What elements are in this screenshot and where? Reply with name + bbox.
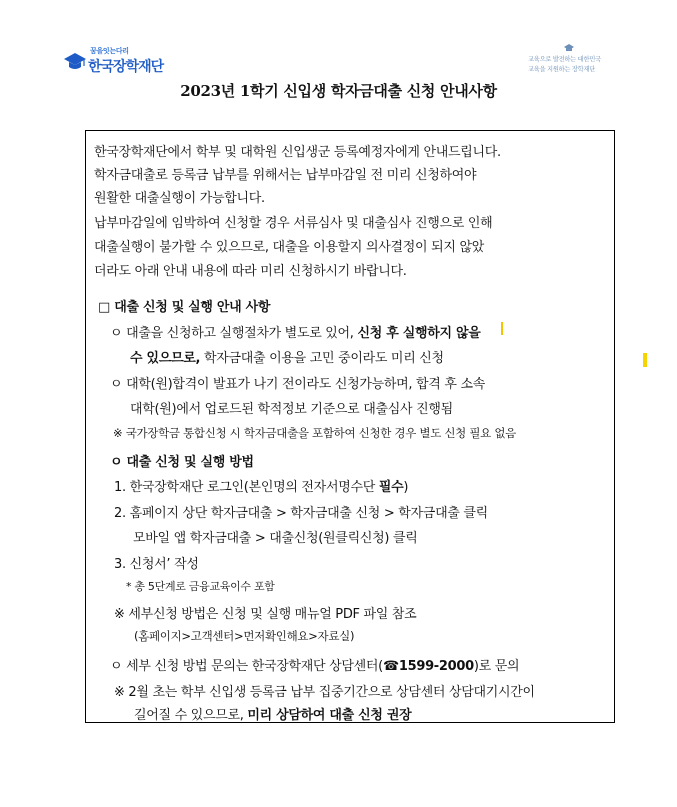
bullet-3-text-c: )로 문의 [473, 659, 520, 674]
slogan-line-1: 교육으로 발전하는 대한민국 [528, 56, 601, 63]
phone-number: ☎1599-2000 [382, 659, 474, 674]
slogan-line-2: 교육을 지원하는 장학재단 [528, 66, 596, 73]
small-cap-icon [564, 44, 574, 52]
bullet-1-text-a: ㅇ 대출을 신청하고 실행절차가 별도로 있어, [110, 326, 358, 341]
bullet-1-emphasis-b: 수 있으므로, [130, 351, 201, 366]
logo-tagline: 꿈을잇는다리 [90, 47, 129, 55]
kosaf-logo [64, 46, 174, 78]
step-1 [114, 476, 408, 495]
bullet-3 [110, 655, 519, 674]
note-3-line-2 [134, 704, 411, 723]
intro-line-3: 원활한 대출실행이 가능합니다. [94, 191, 265, 206]
note-2-line-2: (홈페이지>고객센터>먼저확인해요>자료실) [134, 629, 355, 643]
step-3-note: * 총 5단계로 금융교육이수 포함 [126, 580, 275, 593]
step-2-line-2: 모바일 앱 학자금대출 > 대출신청(원클릭신청) 클릭 [133, 531, 418, 546]
method-heading: ㅇ 대출 신청 및 실행 방법 [110, 455, 254, 470]
step-1-text-a: 1. 한국장학재단 로그인(본인명의 전자서명수단 [114, 480, 379, 495]
section-heading: □ 대출 신청 및 실행 안내 사항 [98, 300, 271, 315]
intro-line-6: 더라도 아래 안내 내용에 따라 미리 신청하시기 바랍니다. [94, 264, 407, 279]
highlight-mark [643, 353, 647, 367]
intro-line-5: 대출실행이 불가할 수 있으므로, 대출을 이용할지 의사결정이 되지 않았 [94, 240, 484, 255]
intro-line-1: 한국장학재단에서 학부 및 대학원 신입생군 등록예정자에게 안내드립니다. [94, 145, 501, 160]
logo-name: 한국장학재단 [88, 59, 164, 75]
step-1-required: 필수 [378, 480, 404, 495]
bullet-1-text-b: 학자금대출 이용을 고민 중이라도 미리 신청 [200, 351, 444, 366]
note-2-line-1: ※ 세부신청 방법은 신청 및 실행 매뉴얼 PDF 파일 참조 [114, 607, 417, 622]
bullet-1-line-1 [110, 322, 480, 341]
slogan [528, 44, 616, 76]
note-3-line-1: ※ 2월 초는 학부 신입생 등록금 납부 집중기간으로 상담센터 상담대기시간이 [114, 685, 535, 700]
bullet-2-line-1: ㅇ 대학(원)합격이 발표가 나기 전이라도 신청가능하며, 합격 후 소속 [110, 377, 486, 392]
step-1-text-c: ) [403, 480, 409, 495]
text-cursor-mark [501, 322, 503, 335]
step-3: 3. 신청서’ 작성 [114, 557, 199, 572]
document-title: 2023년 1학기 신입생 학자금대출 신청 안내사항 [180, 82, 497, 100]
bullet-1-line-2 [130, 347, 444, 366]
note-1: ※ 국가장학금 통합신청 시 학자금대출을 포함하여 신청한 경우 별도 신청 필요 없음 [113, 426, 516, 440]
bullet-3-text-a: ㅇ 세부 신청 방법 문의는 한국장학재단 상담센터( [110, 659, 383, 674]
graduation-cap-icon [64, 52, 86, 70]
bullet-2-line-2: 대학(원)에서 업로드된 학적정보 기준으로 대출심사 진행됨 [130, 402, 453, 417]
intro-line-4: 납부마감일에 임박하여 신청할 경우 서류심사 및 대출심사 진행으로 인해 [94, 216, 493, 231]
intro-line-2: 학자금대출로 등록금 납부를 위해서는 납부마감일 전 미리 신청하여야 [94, 168, 477, 183]
bullet-1-emphasis-a: 신청 후 실행하지 않을 [357, 326, 481, 341]
note-3-text-b: 길어질 수 있으므로, [134, 708, 248, 723]
step-2-line-1: 2. 홈페이지 상단 학자금대출 > 학자금대출 신청 > 학자금대출 클릭 [114, 506, 488, 521]
note-3-emphasis: 미리 상담하여 대출 신청 권장 [247, 708, 412, 723]
